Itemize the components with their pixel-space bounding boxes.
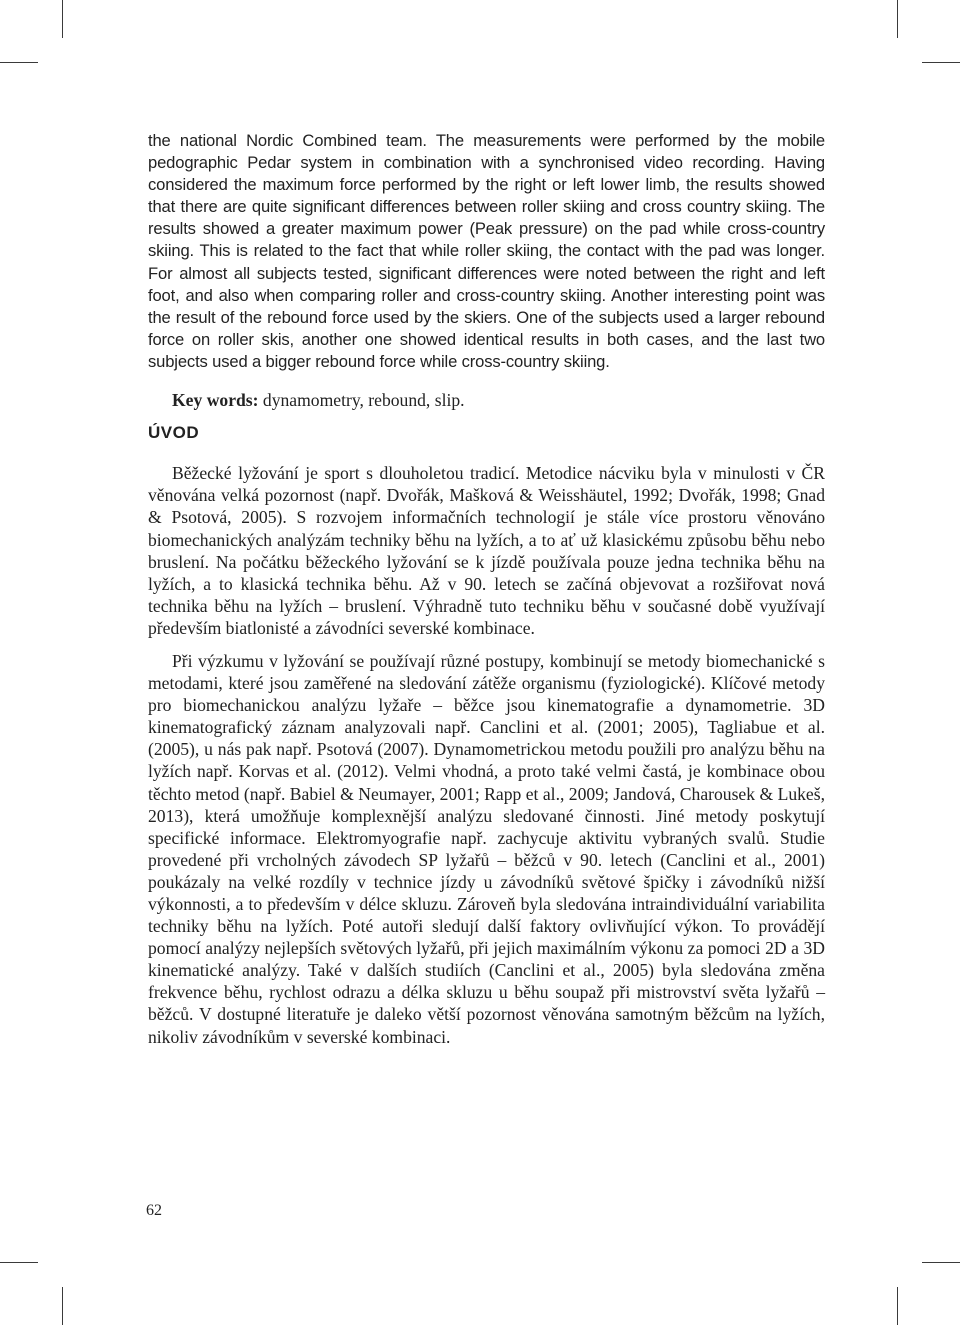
crop-mark-top-right-horizontal bbox=[922, 62, 960, 63]
body-paragraph-1: Běžecké lyžování je sport s dlouholetou tradicí. Metodice nácviku byla v minulosti v ČR věnována velká pozornost (např. Dvořák, Mašková & Weisshäutel, 1992; Dvořák, 1998; Gnad & Psotová, 2005). S rozvojem informačních technologií je stále více prostoru věnováno biomechanických analýzám techniky běhu na lyžích, a to ať už klasickému způsobu běhu nebo bruslení. Na počátku běžeckého lyžování se k jízdě používala pouze jedna technika běhu na lyžích, a to klasická technika běhu. Až v 90. letech se začíná objevovat a rozšiřovat nová technika běhu na lyžích – bruslení. Výhradně tuto techniku běhu v současné době využívají především biatlonisté a závodníci severské kombinace. bbox=[148, 463, 825, 638]
abstract-paragraph: the national Nordic Combined team. The measurements were performed by the mobile pedographic Pedar system in combination with a synchronised video recording. Having considered the maximum force performed by the right or left lower limb, the results showed that there are quite significant differences between roller skiing and cross country skiing. The results showed a greater maximum power (Peak pressure) on the pad while cross-country skiing. This is related to the fact that while roller skiing, the contact with the pad was longer. For almost all subjects tested, significant differences were noted between the right and left foot, and also when comparing roller and cross-country skiing. Another interesting point was the result of the rebound force used by the skiers. One of the subjects used a larger rebound force on roller skis, another one showed identical results in both cases, and the last two subjects used a bigger rebound force while cross-country skiing. bbox=[148, 131, 825, 371]
keywords-text: dynamometry, rebound, slip. bbox=[258, 390, 465, 411]
crop-mark-bottom-right-vertical bbox=[897, 1287, 898, 1325]
section-heading: ÚVOD bbox=[148, 423, 200, 443]
body-paragraph-2: Při výzkumu v lyžování se používají různé postupy, kombinují se metody biomechanické s metodami, které jsou zaměřené na sledování zátěže organismu (fyziologické). Klíčové metody pro biomechanickou analýzu lyžaře – běžce jsou kinematografie a dynamometrie. 3D kinematografický záznam analyzovali např. Canclini et al. (2001; 2005), Tagliabue et al. (2005), u nás pak např. Psotová (2007). Dynamometrickou metodu použili pro analýzu běhu na lyžích např. Korvas et al. (2012). Velmi vhodná, a proto také velmi častá, je kombinace obou těchto metod (např. Babiel & Neumayer, 2001; Rapp et al., 2009; Jandová, Charousek & Lukeš, 2013), která umožňuje komplexnější analýzu sledované činnosti. Jiné metody poskytují specifické informace. Elektromyografie např. zachycuje aktivitu vybraných svalů. Studie provedené při vrcholných závodech SP lyžařů – běžců v 90. letech (Canclini et al., 2001) poukázaly na velké rozdíly v technice jízdy u závodníků světové špičky i závodníků nižší výkonnosti, a to především v délce skluzu. Zároveň byla sledována intraindividuální variabilita techniky běhu na lyžích. Poté autoři sledují další faktory ovlivňující výkon. To provádějí pomocí analýzy nejlepších světových lyžařů, při jejich maximálním výkonu za pomoci 2D a 3D kinematické analýzy. Také v dalších studiích (Canclini et al., 2005) byla sledována změna frekvence běhu, rychlost odrazu a délka skluzu u běhu soupaž při mistrovství světa lyžařů – běžců. V dostupné literatuře je daleko větší pozornost věnována samotným běžcům na lyžích, nikoliv závodníkům v severské kombinaci. bbox=[148, 650, 825, 1047]
crop-mark-bottom-left-horizontal bbox=[0, 1262, 38, 1263]
crop-mark-top-left-vertical bbox=[62, 0, 63, 38]
crop-mark-top-left-horizontal bbox=[0, 62, 38, 63]
crop-mark-bottom-left-vertical bbox=[62, 1287, 63, 1325]
page-number: 62 bbox=[146, 1202, 162, 1219]
crop-mark-top-right-vertical bbox=[897, 0, 898, 38]
keywords-label: Key words: bbox=[172, 390, 259, 411]
page-content bbox=[148, 130, 825, 1048]
keywords-line bbox=[148, 389, 825, 411]
crop-mark-bottom-right-horizontal bbox=[922, 1262, 960, 1263]
